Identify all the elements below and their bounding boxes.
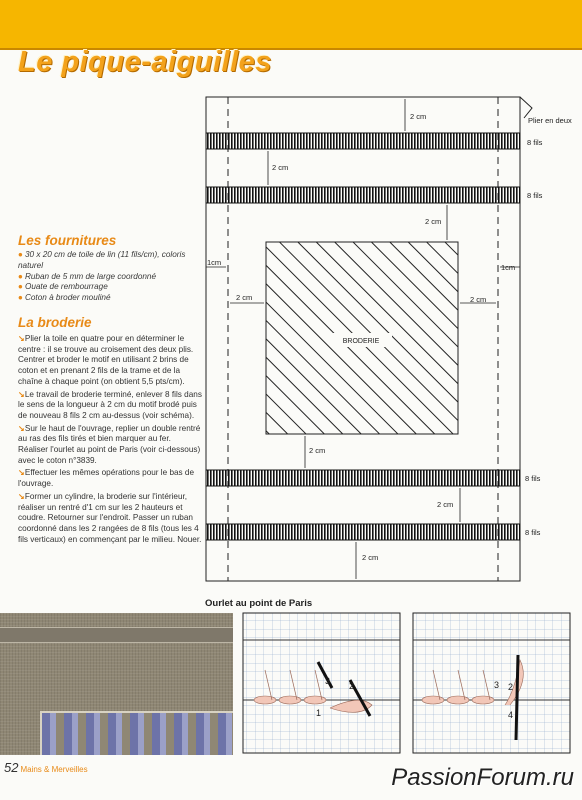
dim-2cm: 2 cm	[272, 163, 289, 172]
needle-icon	[516, 655, 518, 740]
fold-arrow	[520, 97, 532, 118]
step-text: Le travail de broderie terminé, enlever 8 fils dans le sens de la longueur à 2 cm du motif brodé puis de nouveau 8 fils 2 cm au-dessus (voir schéma).	[18, 389, 202, 420]
hem-step-number: 3	[325, 676, 331, 686]
arrow-icon: ↘	[18, 468, 25, 478]
fils-label: 8 fils	[525, 474, 541, 483]
step-text: Effectuer les mêmes opérations pour le bas de l'ouvrage.	[18, 468, 195, 489]
hem-step-number: 2	[508, 682, 514, 692]
arrow-icon: ↘	[18, 491, 25, 501]
fold-label: Plier en deux	[528, 116, 572, 125]
step-text: Sur le haut de l'ouvrage, replier un double rentré au ras des fils tirés et bien marquer au fer. Réaliser l'ourlet au point de Paris (voir ci-dessous) avec le coton n°3839.	[18, 423, 201, 465]
dim-2cm: 2 cm	[425, 217, 442, 226]
thread-band-4	[206, 524, 520, 540]
fils-label: 8 fils	[527, 191, 543, 200]
supply-item: ● Ruban de 5 mm de large coordonné	[18, 272, 198, 283]
hem-diagram-title: Ourlet au point de Paris	[205, 598, 313, 609]
thread-band-3	[206, 470, 520, 486]
supply-item: ● 30 x 20 cm de toile de lin (11 fils/cm), coloris naturel	[18, 250, 198, 272]
hem-step-number: 1	[316, 708, 322, 718]
dim-2cm: 2 cm	[437, 500, 454, 509]
fils-label: 8 fils	[525, 528, 541, 537]
dim-2cm: 2 cm	[236, 293, 253, 302]
dim-2cm: 2 cm	[362, 553, 379, 562]
hem-step-number: 2	[349, 681, 355, 691]
thread-band-2	[206, 187, 520, 203]
supplies-heading: Les fournitures	[18, 233, 117, 248]
watermark: PassionForum.ru	[391, 764, 574, 791]
fabric-photo	[0, 613, 233, 755]
dim-2cm: 2 cm	[410, 112, 427, 121]
embroidery-heading: La broderie	[18, 315, 92, 330]
embroidery-label: BRODERIE	[342, 338, 380, 345]
arrow-icon: ↘	[18, 389, 25, 399]
thread-band-1	[206, 133, 520, 149]
dim-1cm: 1cm	[501, 263, 516, 272]
dim-2cm: 2 cm	[470, 295, 487, 304]
arrow-icon: ↘	[18, 423, 25, 433]
step-text: Former un cylindre, la broderie sur l'intérieur, réaliser un rentré d'1 cm sur les 2 hauteurs et coudre. Retourner sur l'endroit. Passer un ruban coordonné dans les 2 rangées de 8 fils (tous les 4 fils verticaux) en commençant par le milieu. Nouer.	[18, 491, 202, 544]
hem-grid-left	[243, 613, 400, 753]
page-footer	[4, 760, 88, 775]
hem-grid-right	[413, 613, 570, 753]
dim-1cm: 1cm	[207, 258, 222, 267]
arrow-icon: ↘	[18, 334, 25, 343]
page-number: 52	[4, 760, 19, 775]
supply-item: ● Coton à broder mouliné	[18, 293, 198, 304]
step-text: Plier la toile en quatre pour en déterminer le centre : il se trouve au croisement des deux plis. Centrer et broder le motif en utilisant 2 brins de coton et en prenant 2 fils de la trame et de la chaîne à chaque point (on obtient 5,5 pts/cm).	[18, 334, 194, 386]
hem-step-number: 4	[508, 710, 514, 720]
supply-item: ● Ouate de rembourrage	[18, 282, 198, 293]
page-title: Le pique-aiguilles	[18, 46, 272, 78]
hem-step-number: 3	[494, 680, 500, 690]
dim-2cm: 2 cm	[309, 446, 326, 455]
fils-label: 8 fils	[527, 138, 543, 147]
magazine-name: Mains & Merveilles	[20, 765, 88, 774]
